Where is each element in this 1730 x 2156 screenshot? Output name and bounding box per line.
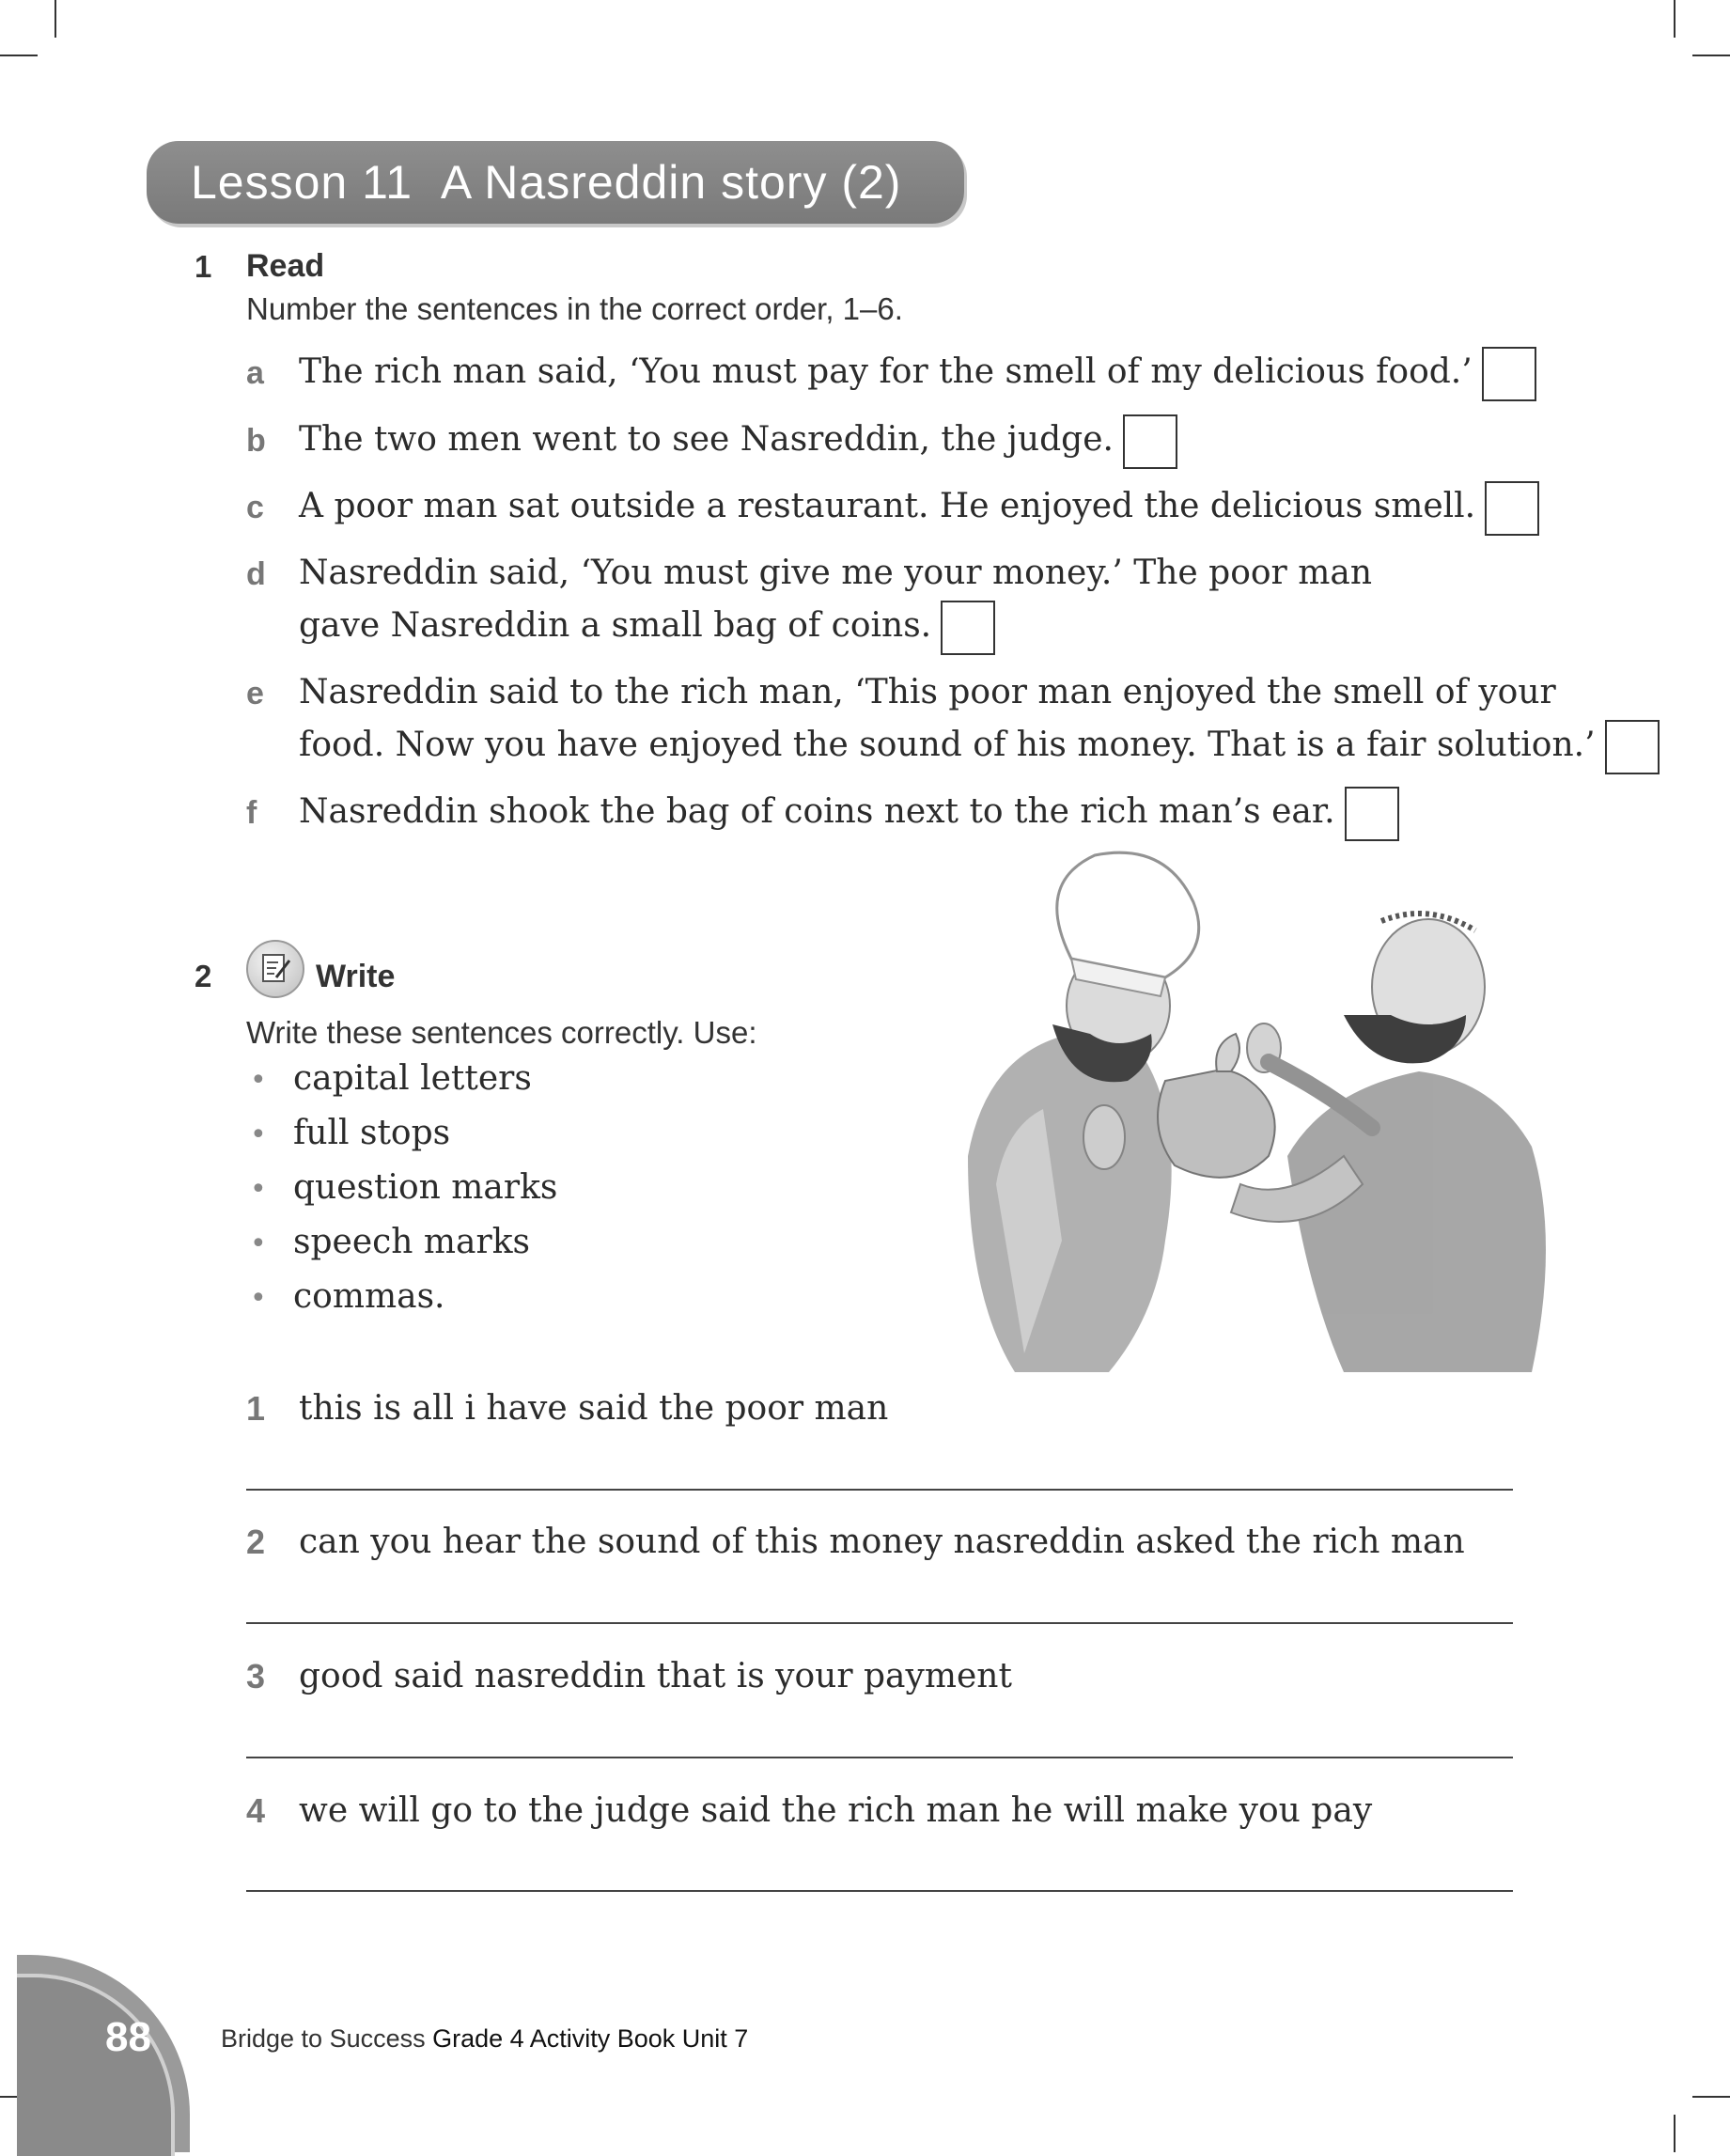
list-item	[250, 1162, 557, 1216]
item-letter-b: b	[246, 423, 266, 459]
exercise-2-title: Write	[316, 959, 396, 994]
item-e-line-2-wrap	[299, 719, 1660, 774]
item-e-line-2: food. Now you have enjoyed the sound of his money. That is a fair solution.’	[299, 726, 1596, 764]
question-number: 2	[246, 1523, 266, 1561]
pencil-notepad-icon	[246, 940, 304, 998]
item-b	[299, 414, 1177, 469]
bullet-icon: •	[250, 1118, 267, 1151]
item-letter-e: e	[246, 676, 264, 711]
crop-mark	[1692, 2096, 1730, 2098]
list-item-text: question marks	[293, 1168, 558, 1207]
question-text: can you hear the sound of this money nasreddin asked the rich man	[299, 1523, 1465, 1561]
answer-box-d[interactable]	[941, 601, 995, 655]
item-letter-d: d	[246, 556, 266, 592]
answer-line-2[interactable]	[246, 1622, 1513, 1624]
answer-box-a[interactable]	[1482, 347, 1536, 401]
question-text: good said nasreddin that is your payment	[299, 1657, 1012, 1695]
bullet-icon: •	[250, 1227, 267, 1260]
chef-and-nasreddin-illustration	[930, 846, 1588, 1466]
list-item	[250, 1216, 557, 1271]
item-e	[299, 666, 1660, 774]
punctuation-list	[250, 1053, 557, 1325]
list-item-text: full stops	[293, 1114, 451, 1152]
bullet-icon: •	[250, 1173, 267, 1206]
list-item	[250, 1053, 557, 1107]
answer-box-f[interactable]	[1345, 787, 1399, 841]
item-c-text: A poor man sat outside a restaurant. He enjoyed the delicious smell.	[299, 487, 1476, 525]
item-d-line-2: gave Nasreddin a small bag of coins.	[299, 606, 932, 645]
exercise-2-instruction: Write these sentences correctly. Use:	[246, 1015, 757, 1050]
list-item-text: speech marks	[293, 1223, 531, 1261]
page-number-tab-inner	[17, 1974, 175, 2156]
bullet-icon: •	[250, 1064, 267, 1097]
page-number: 88	[105, 2014, 151, 2060]
question-text: this is all i have said the poor man	[299, 1389, 889, 1428]
question-number: 3	[246, 1657, 266, 1695]
crop-mark	[1674, 0, 1675, 38]
crop-mark	[0, 55, 38, 56]
exercise-1-number: 1	[195, 249, 212, 284]
footer-series: Bridge to Success	[221, 2024, 426, 2053]
crop-mark	[1692, 55, 1730, 56]
item-letter-a: a	[246, 355, 264, 391]
list-item-text: capital letters	[293, 1059, 532, 1098]
answer-line-3[interactable]	[246, 1757, 1513, 1758]
item-d	[299, 547, 1372, 655]
item-b-text: The two men went to see Nasreddin, the judge.	[299, 420, 1114, 459]
crop-mark	[55, 0, 56, 38]
crop-mark	[1674, 2115, 1675, 2152]
footer-credit	[221, 2024, 748, 2054]
bullet-icon: •	[250, 1282, 267, 1315]
item-f	[299, 786, 1399, 841]
answer-line-1[interactable]	[246, 1489, 1513, 1491]
question-number: 4	[246, 1791, 266, 1830]
answer-box-c[interactable]	[1485, 481, 1539, 536]
exercise-1-instruction: Number the sentences in the correct order, 1–6.	[246, 291, 903, 326]
lesson-number: Lesson 11	[191, 156, 413, 209]
item-c	[299, 480, 1539, 536]
answer-line-4[interactable]	[246, 1890, 1513, 1892]
pencil-notepad-icon-graphic	[248, 942, 303, 996]
item-a	[299, 346, 1536, 401]
item-f-text: Nasreddin shook the bag of coins next to the rich man’s ear.	[299, 792, 1335, 831]
footer-book: Grade 4 Activity Book Unit 7	[432, 2024, 749, 2053]
list-item	[250, 1271, 557, 1325]
exercise-1-title: Read	[246, 248, 325, 284]
lesson-name: A Nasreddin story (2)	[440, 156, 902, 209]
answer-box-e[interactable]	[1605, 720, 1660, 774]
item-d-line-1: Nasreddin said, ‘You must give me your money.’ The poor man	[299, 554, 1372, 592]
answer-box-b[interactable]	[1123, 414, 1177, 469]
item-letter-c: c	[246, 490, 264, 525]
item-d-line-2-wrap	[299, 600, 1372, 655]
exercise-2-number: 2	[195, 959, 212, 993]
item-a-text: The rich man said, ‘You must pay for the smell of my delicious food.’	[299, 352, 1473, 391]
question-text: we will go to the judge said the rich man he will make you pay	[299, 1791, 1373, 1830]
item-e-line-1: Nasreddin said to the rich man, ‘This poor man enjoyed the smell of your	[299, 673, 1556, 711]
list-item-text: commas.	[293, 1277, 445, 1316]
item-letter-f: f	[246, 795, 257, 831]
lesson-title	[191, 148, 901, 216]
question-number: 1	[246, 1389, 266, 1428]
list-item	[250, 1107, 557, 1162]
